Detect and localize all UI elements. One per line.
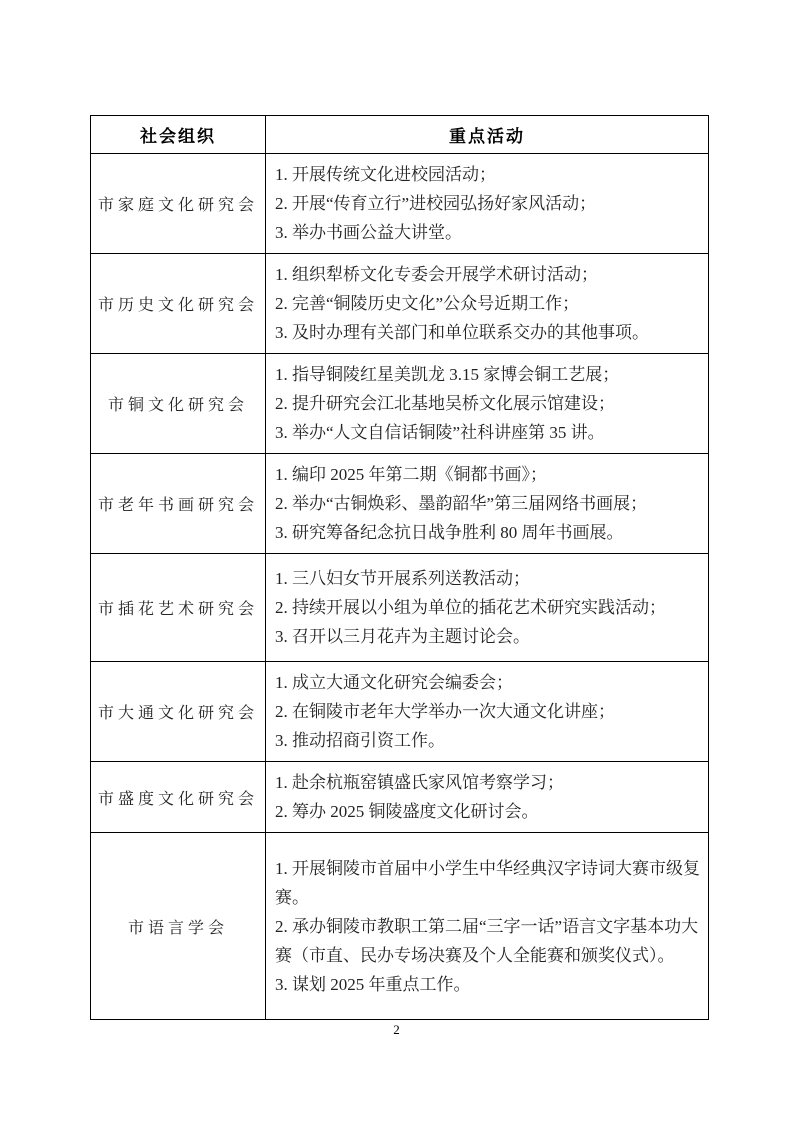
key-activities-table [90,115,709,1020]
activity-line: 1. 赴余杭瓶窑镇盛氏家风馆考察学习； [275,773,564,792]
activities-cell [266,554,709,662]
activity-line: 3. 及时办理有关部门和单位联系交办的其他事项。 [275,323,649,342]
activity-line: 1. 开展传统文化进校园活动； [275,165,496,184]
table-row [91,554,709,662]
activity-line: 1. 组织犁桥文化专委会开展学术研讨活动； [275,265,598,284]
table-row [91,833,709,1020]
activities-cell [266,154,709,254]
activity-line: 1. 成立大通文化研究会编委会； [275,673,513,692]
table-row [91,254,709,354]
activities-cell [266,762,709,833]
activities-cell [266,254,709,354]
activity-line: 2. 完善“铜陵历史文化”公众号近期工作； [275,294,580,313]
activities-cell [266,833,709,1020]
table-row [91,154,709,254]
org-cell: 市老年书画研究会 [91,454,266,554]
org-cell: 市语言学会 [91,833,266,1020]
activity-line: 3. 举办“人文自信话铜陵”社科讲座第 35 讲。 [275,423,605,442]
activities-cell [266,354,709,454]
activity-line: 3. 研究筹备纪念抗日战争胜利 80 周年书画展。 [275,523,624,542]
table-row [91,454,709,554]
table-header-row [91,116,709,154]
activity-line: 2. 筹办 2025 铜陵盛度文化研讨会。 [275,802,539,821]
table-row [91,354,709,454]
activity-line: 1. 三八妇女节开展系列送教活动； [275,569,530,588]
activities-cell [266,662,709,762]
activities-column-header: 重点活动 [266,116,709,154]
activity-line: 2. 举办“古铜焕彩、墨韵韶华”第三届网络书画展； [275,494,648,513]
activity-line: 3. 推动招商引资工作。 [275,731,445,750]
org-cell: 市历史文化研究会 [91,254,266,354]
table-row [91,762,709,833]
activity-line: 1. 开展铜陵市首届中小学生中华经典汉字诗词大赛市级复赛。 [275,858,700,907]
activity-line: 3. 谋划 2025 年重点工作。 [275,974,471,994]
activity-line: 2. 持续开展以小组为单位的插花艺术研究实践活动； [275,598,666,617]
activity-line: 1. 编印 2025 年第二期《铜都书画》； [275,465,547,484]
activities-cell [266,454,709,554]
activity-line: 2. 提升研究会江北基地吴桥文化展示馆建设； [275,394,615,413]
org-cell: 市大通文化研究会 [91,662,266,762]
activity-line: 2. 开展“传育立行”进校园弘扬好家风活动； [275,194,597,213]
page-number: 2 [393,1022,400,1037]
org-cell: 市铜文化研究会 [91,354,266,454]
table-row [91,662,709,762]
activity-line: 2. 承办铜陵市教职工第二届“三字一话”语言文字基本功大赛（市直、民办专场决赛及个人全能赛和颁奖仪式）。 [275,916,699,965]
activity-line: 2. 在铜陵市老年大学举办一次大通文化讲座； [275,702,615,721]
org-cell: 市盛度文化研究会 [91,762,266,833]
org-cell: 市家庭文化研究会 [91,154,266,254]
activity-line: 3. 举办书画公益大讲堂。 [275,223,462,242]
activity-line: 1. 指导铜陵红星美凯龙 3.15 家博会铜工艺展； [275,365,620,384]
activity-line: 3. 召开以三月花卉为主题讨论会。 [275,627,530,646]
org-column-header: 社会组织 [91,116,266,154]
org-cell: 市插花艺术研究会 [91,554,266,662]
